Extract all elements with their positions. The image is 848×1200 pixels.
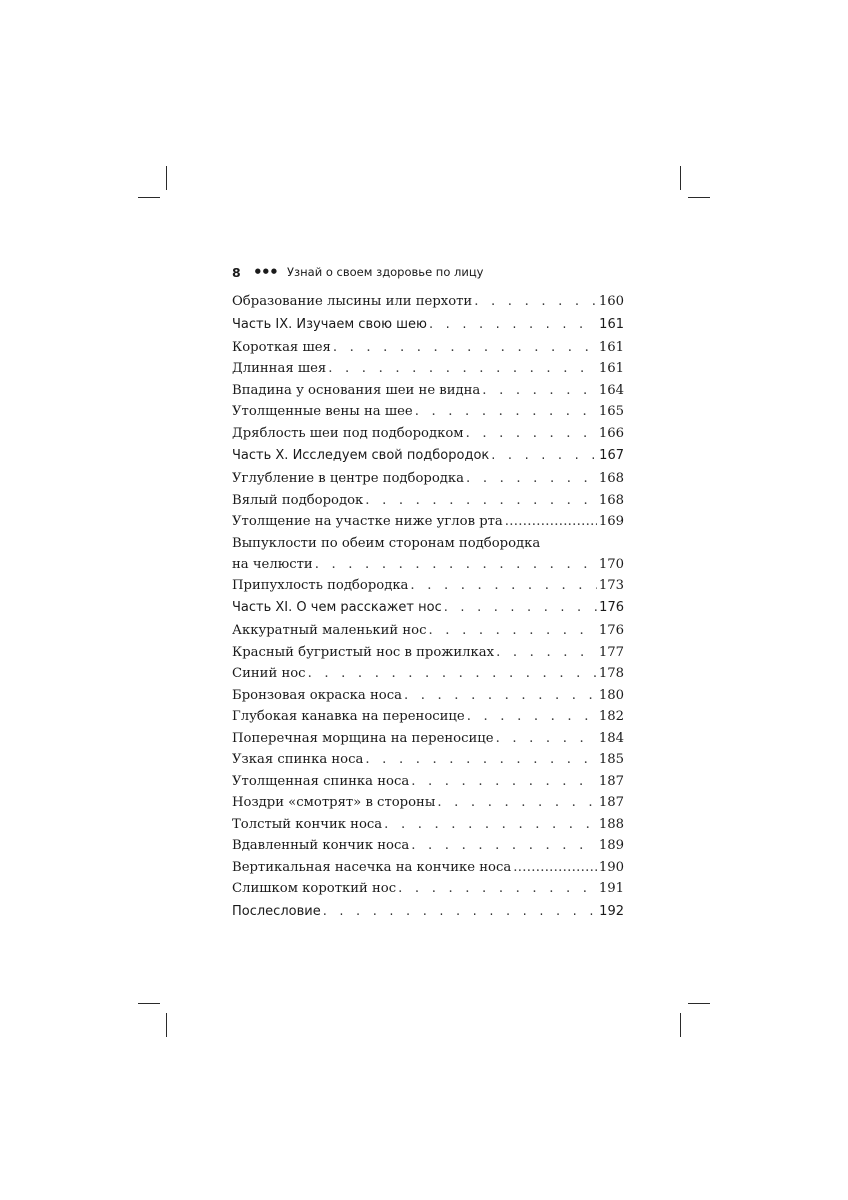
toc-entry-page: 177 — [598, 644, 624, 660]
dot-leader — [398, 878, 597, 900]
toc-entry-title: Вертикальная насечка на кончике носа — [232, 859, 512, 875]
toc-entry-page: 165 — [598, 404, 624, 419]
toc-part-heading[interactable] — [232, 444, 624, 468]
dot-leader — [365, 490, 597, 512]
toc-part-title: Послесловие — [232, 903, 321, 919]
toc-entry-page: 190 — [598, 859, 624, 875]
dot-leader — [333, 337, 597, 359]
toc-entry-page: 161 — [598, 339, 624, 355]
toc-entry-page: 164 — [598, 382, 624, 398]
toc-entry[interactable] — [232, 878, 624, 900]
toc-entry-page: 185 — [598, 752, 624, 767]
dot-leader — [328, 358, 597, 380]
page-number: 8 — [232, 264, 241, 280]
toc-entry-title: Ноздри «смотрят» в стороны — [232, 795, 436, 810]
toc-entry[interactable] — [232, 620, 624, 642]
toc-entry[interactable] — [232, 663, 624, 685]
toc-entry-page: 191 — [598, 881, 624, 896]
dot-leader — [474, 291, 597, 313]
toc-entry[interactable] — [232, 857, 624, 879]
toc-entry-title: Аккуратный маленький нос — [232, 623, 427, 638]
dot-leader — [308, 663, 597, 685]
toc-part-title: Часть XI. О чем расскажет нос — [232, 600, 442, 615]
toc-entry-title: на челюсти — [232, 556, 313, 572]
toc-entry[interactable] — [232, 337, 624, 359]
toc-entry-title: Поперечная морщина на переносице — [232, 730, 494, 746]
book-title: Узнай о своем здоровье по лицу — [287, 265, 484, 279]
toc-entry-title: Утолщение на участке ниже углов рта — [232, 514, 503, 529]
toc-entry-title-line1: Выпуклости по обеим сторонам подбородка — [232, 535, 541, 551]
crop-mark — [680, 166, 681, 190]
toc-entry[interactable] — [232, 380, 624, 402]
toc-entry-page: 169 — [598, 514, 624, 529]
toc-entry[interactable] — [232, 468, 624, 490]
toc-entry[interactable] — [232, 835, 624, 857]
crop-mark — [680, 1013, 681, 1037]
toc-entry-page: 168 — [598, 471, 624, 486]
dot-leader — [444, 596, 597, 620]
toc-entry-title: Бронзовая окраска носа — [232, 687, 402, 703]
toc-entry-page: 168 — [598, 492, 624, 508]
toc-entry-page: 161 — [599, 316, 624, 332]
toc-entry-title: Утолщенные вены на шее — [232, 404, 413, 419]
toc-entry-page: 187 — [598, 795, 624, 810]
toc-entry-title: Длинная шея — [232, 361, 327, 376]
toc-entry-title: Вялый подбородок — [232, 492, 364, 508]
toc-entry[interactable] — [232, 490, 624, 512]
toc-entry-title: Впадина у основания шеи не видна — [232, 382, 481, 398]
dot-leader — [415, 401, 597, 423]
dot-leader — [491, 444, 597, 468]
crop-mark — [688, 1003, 710, 1004]
crop-mark — [138, 197, 160, 198]
toc-entry[interactable] — [232, 401, 624, 423]
dot-leader — [467, 706, 597, 728]
toc-entry-page: 184 — [598, 730, 624, 746]
toc-entry[interactable] — [232, 533, 624, 575]
toc-entry-title: Толстый кончик носа — [232, 816, 383, 832]
toc-entry-page: 161 — [598, 361, 624, 376]
toc-entry-title: Дряблость шеи под подбородком — [232, 425, 464, 441]
toc-entry-title: Слишком короткий нос — [232, 881, 397, 896]
dot-leader — [429, 620, 597, 642]
dot-leader — [437, 792, 596, 814]
dot-leader — [365, 749, 596, 771]
toc-entry-page: 180 — [598, 687, 624, 703]
toc-entry-page: 182 — [598, 709, 624, 724]
dot-leader — [496, 642, 597, 664]
toc-entry-page: 189 — [598, 838, 624, 853]
toc-part-heading[interactable] — [232, 900, 624, 924]
dot-leader — [411, 835, 597, 857]
dot-leader — [466, 468, 597, 490]
toc-entry[interactable] — [232, 814, 624, 836]
toc-entry-title: Узкая спинка носа — [232, 752, 364, 767]
toc-entry-page: 192 — [599, 903, 624, 919]
toc-part-title: Часть X. Исследуем свой подбородок — [232, 448, 490, 463]
dot-leader — [466, 423, 597, 445]
toc-entry-page: 160 — [598, 294, 624, 309]
toc-entry-title: Синий нос — [232, 666, 306, 681]
toc-entry-page: 167 — [599, 448, 624, 463]
dot-leader — [482, 380, 597, 402]
toc-entry-page: 170 — [598, 556, 624, 572]
toc-entry[interactable] — [232, 749, 624, 771]
toc-entry[interactable] — [232, 706, 624, 728]
toc-part-heading[interactable] — [232, 313, 624, 337]
dot-leader — [315, 554, 597, 576]
crop-mark — [166, 1013, 167, 1037]
dot-leader — [410, 575, 596, 597]
toc-part-heading[interactable] — [232, 596, 624, 620]
toc-entry-page: 176 — [598, 623, 624, 638]
toc-entry-page: 188 — [598, 816, 624, 832]
toc-entry-page: 166 — [598, 425, 624, 441]
toc-entry[interactable] — [232, 291, 624, 313]
table-of-contents — [232, 291, 624, 924]
toc-entry-title: Вдавленный кончик носа — [232, 838, 410, 853]
dot-leader — [323, 900, 597, 924]
toc-entry-title: Короткая шея — [232, 339, 331, 355]
toc-entry-title: Утолщенная спинка носа — [232, 773, 410, 789]
toc-entry[interactable] — [232, 423, 624, 445]
toc-entry-page: 173 — [598, 577, 624, 593]
toc-part-title: Часть IX. Изучаем свою шею — [232, 316, 427, 332]
dot-leader — [411, 771, 597, 793]
toc-entry[interactable] — [232, 685, 624, 707]
toc-entry-page: 176 — [599, 600, 624, 615]
toc-entry[interactable] — [232, 792, 624, 814]
toc-entry-title: Углубление в центре подбородка — [232, 471, 465, 486]
ornament-dots: ●●● — [254, 267, 280, 275]
toc-entry[interactable] — [232, 728, 624, 750]
toc-entry-title: Глубокая канавка на переносице — [232, 709, 465, 724]
toc-entry[interactable] — [232, 771, 624, 793]
dot-leader — [496, 728, 597, 750]
toc-entry[interactable] — [232, 575, 624, 597]
toc-entry-title: Образование лысины или перхоти — [232, 294, 473, 309]
running-head — [232, 262, 632, 282]
dot-leader — [505, 511, 597, 533]
toc-entry-page: 178 — [598, 666, 624, 681]
dot-leader — [404, 685, 597, 707]
toc-entry[interactable] — [232, 642, 624, 664]
toc-entry-title: Красный бугристый нос в прожилках — [232, 644, 495, 660]
toc-entry-page: 187 — [598, 773, 624, 789]
toc-entry-title: Припухлость подбородка — [232, 577, 409, 593]
crop-mark — [166, 166, 167, 190]
dot-leader — [429, 313, 597, 337]
toc-entry[interactable] — [232, 511, 624, 533]
toc-entry[interactable] — [232, 358, 624, 380]
dot-leader — [384, 814, 597, 836]
crop-mark — [138, 1003, 160, 1004]
crop-mark — [688, 197, 710, 198]
dot-leader — [513, 857, 597, 879]
